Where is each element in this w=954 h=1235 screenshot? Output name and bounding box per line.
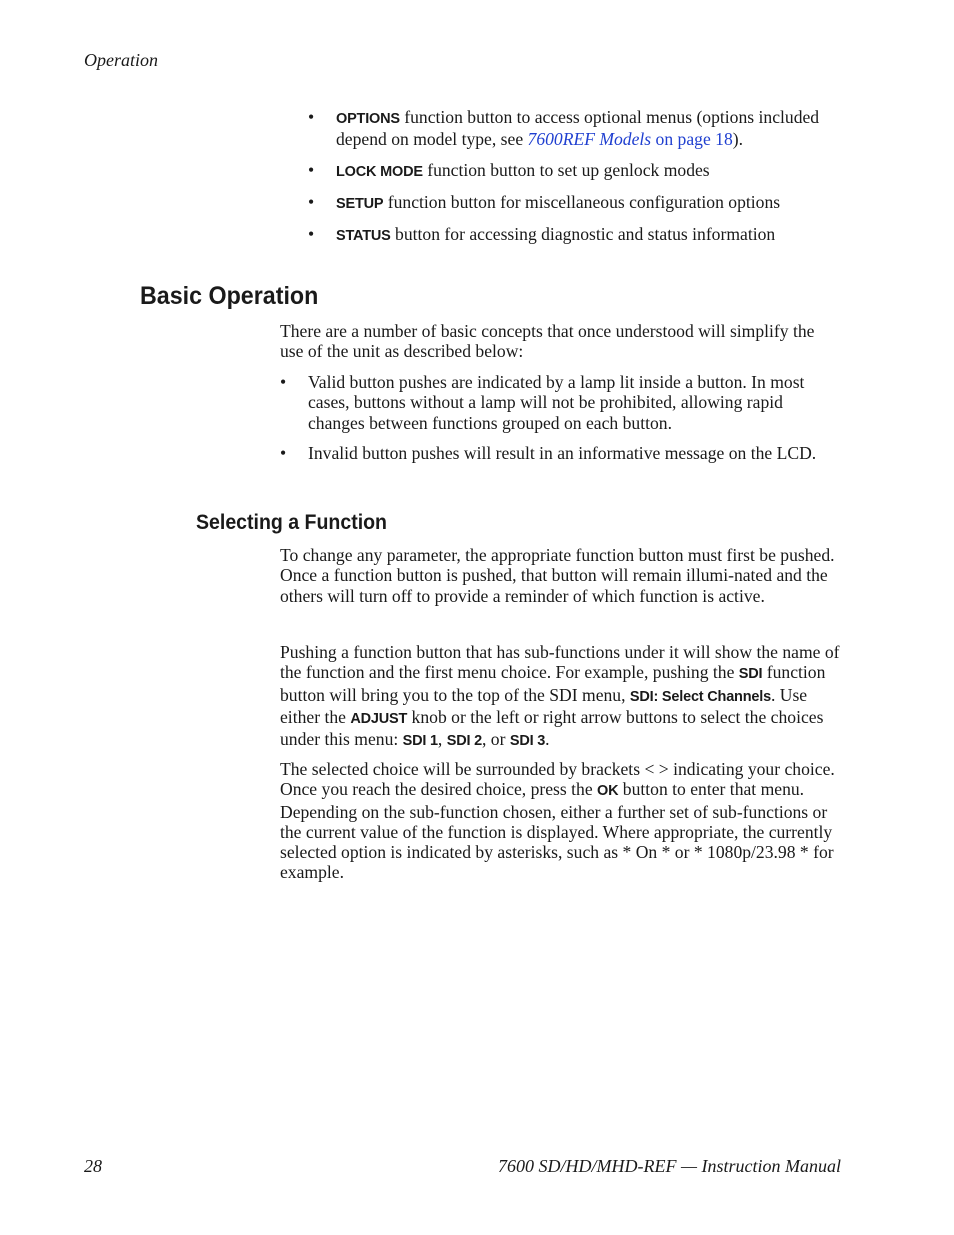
- paragraph: To change any parameter, the appropriate function button must first be pushed. Once a function button is pushed, that button will remain illumi-nated and the others will turn off to provide a reminder of which function is active.: [280, 545, 835, 606]
- bullet-icon: •: [308, 159, 315, 180]
- manual-title: 7600 SD/HD/MHD-REF — Instruction Manual: [498, 1156, 841, 1176]
- keyword: SDI: [738, 666, 763, 683]
- page-reference-link[interactable]: on page 18: [651, 129, 733, 150]
- paragraph: Pushing a function button that has sub-functions under it will show the name of the function and the first menu choice. For example, pushing the SDI function button will bring you to the top of the SDI menu, SDI: Select Channels. Use either the ADJUST knob or the left or right arrow buttons to select the choices under this menu: SDI 1, SDI 2, or SDI 3.: [280, 642, 840, 750]
- list-item: • OPTIONS function button to access optional menus (options included depend on model type, see 7600REF Models on page 18).: [308, 107, 820, 150]
- list-item: • Invalid button pushes will result in an informative message on the LCD.: [280, 442, 817, 463]
- bullet-icon: •: [280, 442, 287, 463]
- list-item: • STATUS button for accessing diagnostic and status information: [308, 224, 776, 245]
- intro-paragraph: There are a number of basic concepts that once understood will simplify the use of the unit as described below:: [280, 321, 815, 362]
- keyword: LOCK MODE: [336, 163, 423, 180]
- keyword: ADJUST: [350, 710, 408, 727]
- keyword: SDI: Select Channels: [629, 688, 771, 705]
- keyword: SETUP: [336, 195, 384, 212]
- list-item: • Valid button pushes are indicated by a lamp lit inside a button. In most cases, buttons without a lamp will not be prohibited, allowing rapid changes between functions grouped on each button.: [280, 372, 805, 433]
- bullet-icon: •: [280, 372, 287, 392]
- bullet-icon: •: [308, 107, 315, 127]
- function-button-list: [308, 107, 842, 256]
- keyword: SDI 3: [509, 733, 546, 750]
- cross-reference-link[interactable]: 7600REF Models: [527, 129, 652, 150]
- bullet-icon: •: [308, 224, 315, 245]
- keyword: SDI 1: [402, 733, 438, 750]
- concept-list: [280, 372, 842, 473]
- list-item: • LOCK MODE function button to set up genlock modes: [308, 159, 710, 180]
- keyword: SDI 2: [446, 733, 482, 750]
- bullet-icon: •: [308, 191, 315, 212]
- keyword: STATUS: [336, 228, 391, 245]
- running-header: Operation: [84, 50, 158, 70]
- subsection-heading: Selecting a Function: [196, 511, 387, 534]
- section-heading: Basic Operation: [140, 282, 319, 310]
- keyword: OPTIONS: [336, 111, 400, 127]
- list-item: • SETUP function button for miscellaneous configuration options: [308, 191, 781, 212]
- keyword: OK: [597, 783, 619, 800]
- page-number: 28: [84, 1156, 102, 1176]
- paragraph: The selected choice will be surrounded by brackets < > indicating your choice. Once you reach the desired choice, press the OK button to enter that menu. Depending on the sub-function chosen, either a further set of sub-functions or the current value of the function is displayed. Where appropriate, the currently selected option is indicated by asterisks, such as * On * or * 1080p/23.98 * for example.: [280, 759, 835, 883]
